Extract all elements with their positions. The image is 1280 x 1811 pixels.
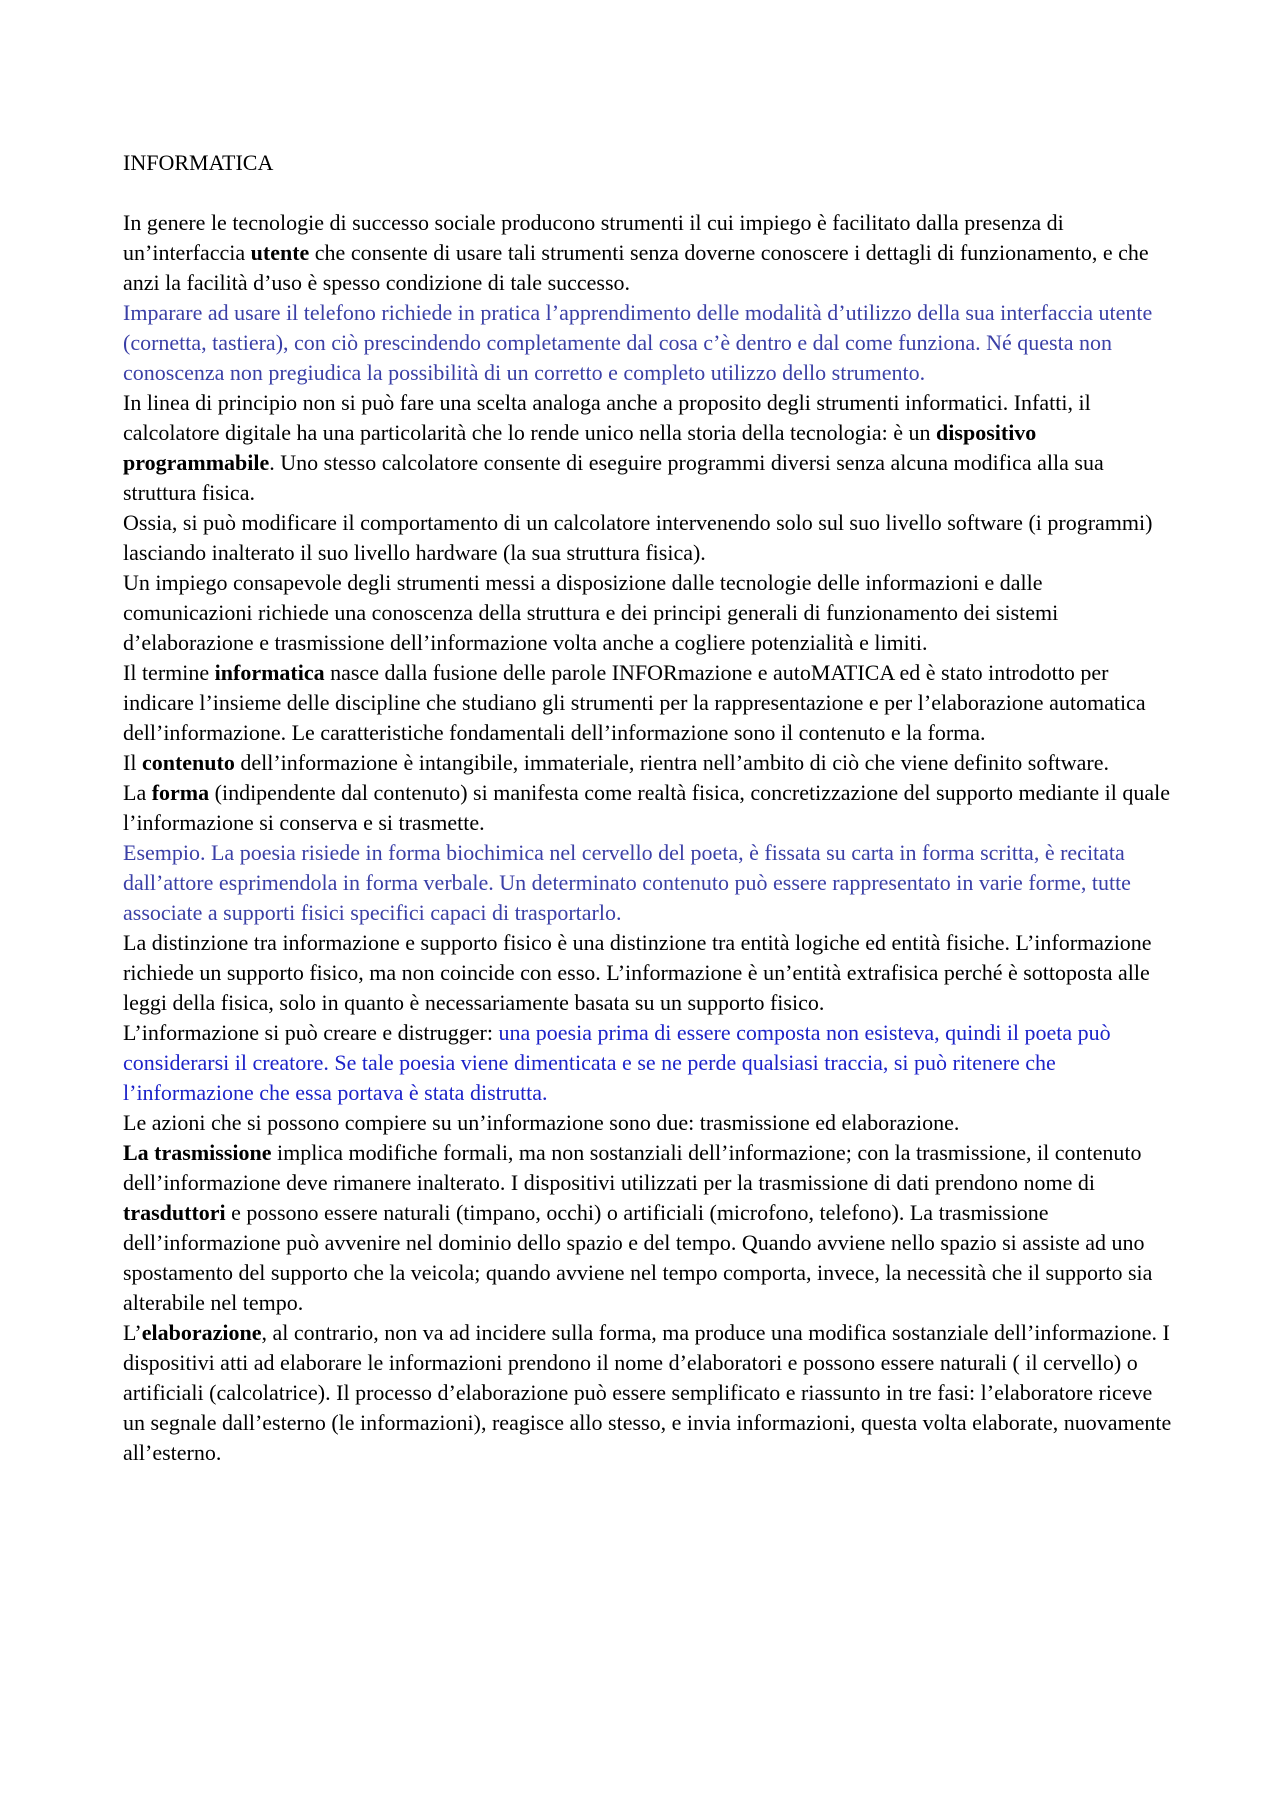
- paragraph-azioni: Le azioni che si possono compiere su un’informazione sono due: trasmissione ed elaborazione.: [123, 1110, 960, 1135]
- paragraph-interfaccia: In genere le tecnologie di successo sociale producono strumenti il cui impiego è facilitato dalla presenza di un’interfaccia utente che consente di usare tali strumenti senza doverne conoscere i dettagli di funzionamento, e che anzi la facilità d’uso è spesso condizione di tale successo.: [123, 210, 1149, 295]
- bold-term-contenuto: contenuto: [141, 750, 235, 775]
- paragraph-termine-informatica: Il termine informatica nasce dalla fusione delle parole INFORmazione e autoMATICA ed è stato introdotto per indicare l’insieme delle discipline che studiano gli strumenti per la rappresentazione e per l’elaborazione automatica dell’informazione. Le caratteristiche fondamentali dell’informazione sono il contenuto e la forma.: [123, 660, 1146, 745]
- paragraph-impiego-consapevole: Un impiego consapevole degli strumenti messi a disposizione dalle tecnologie delle informazioni e dalle comunicazioni richiede una conoscenza della struttura e dei principi generali di funzionamento dei sistemi d’elaborazione e trasmissione dell’informazione volta anche a cogliere potenzialità e limiti.: [123, 570, 1059, 655]
- paragraph-creare-distruggere: L’informazione si può creare e distrugger: una poesia prima di essere composta non esisteva, quindi il poeta può considerarsi il creatore. Se tale poesia viene dimenticata e se ne perde qualsiasi traccia, si può ritenere che l’informazione che essa portava è stata distrutta.: [123, 1020, 1111, 1105]
- paragraph-trasmissione: La trasmissione implica modifiche formali, ma non sostanziali dell’informazione; con la trasmissione, il contenuto dell’informazione deve rimanere inalterato. I dispositivi utilizzati per la trasmissione di dati prendono nome di trasduttori e possono essere naturali (timpano, occhi) o artificiali (microfono, telefono). La trasmissione dell’informazione può avvenire nel dominio dello spazio e del tempo. Quando avviene nello spazio si assiste ad uno spostamento del supporto che la veicola; quando avviene nel tempo comporta, invece, la necessità che il supporto sia alterabile nel tempo.: [123, 1140, 1153, 1315]
- bold-term-elaborazione: elaborazione: [141, 1320, 262, 1345]
- bold-term-trasmissione: La trasmissione: [123, 1140, 272, 1165]
- paragraph-telefono-example: Imparare ad usare il telefono richiede in pratica l’apprendimento delle modalità d’utilizzo della sua interfaccia utente (cornetta, tastiera), con ciò prescindendo completamente dal cosa c’è dentro e dal come funziona. Né questa non conoscenza non pregiudica la possibilità di un corretto e completo utilizzo dello strumento.: [123, 300, 1153, 385]
- bold-term-forma: forma: [151, 780, 210, 805]
- paragraph-elaborazione: L’elaborazione, al contrario, non va ad incidere sulla forma, ma produce una modifica sostanziale dell’informazione. I dispositivi atti ad elaborare le informazioni prendono il nome d’elaboratori e possono essere naturali ( il cervello) o artificiali (calcolatrice). Il processo d’elaborazione può essere semplificato e riassunto in tre fasi: l’elaboratore riceve un segnale dall’esterno (le informazioni), reagisce allo stesso, e invia informazioni, questa volta elaborate, nuovamente all’esterno.: [123, 1320, 1172, 1465]
- paragraph-forma: La forma (indipendente dal contenuto) si manifesta come realtà fisica, concretizzazione del supporto mediante il quale l’informazione si conserva e si trasmette.: [123, 780, 1171, 835]
- paragraph-software-hardware: Ossia, si può modificare il comportamento di un calcolatore intervenendo solo sul suo livello software (i programmi) lasciando inalterato il suo livello hardware (la sua struttura fisica).: [123, 510, 1153, 565]
- bold-term-trasduttori: trasduttori: [123, 1200, 226, 1225]
- bold-term-utente: utente: [250, 240, 310, 265]
- highlight-poesia-creatore: una poesia prima di essere composta non esisteva, quindi il poeta può considerarsi il creatore. Se tale poesia viene dimenticata e se ne perde qualsiasi traccia, si può ritenere che l’informazione che essa portava è stata distrutta.: [123, 1020, 1111, 1105]
- paragraph-supporto-fisico: La distinzione tra informazione e supporto fisico è una distinzione tra entità logiche ed entità fisiche. L’informazione richiede un supporto fisico, ma non coincide con esso. L’informazione è un’entità extrafisica perché è sottoposta alle leggi della fisica, solo in quanto è necessariamente basata su un supporto fisico.: [123, 930, 1152, 1015]
- bold-term-dispositivo-programmabile: dispositivo programmabile: [123, 420, 1037, 475]
- paragraph-programmabile: In linea di principio non si può fare una scelta analoga anche a proposito degli strumenti informatici. Infatti, il calcolatore digitale ha una particolarità che lo rende unico nella storia della tecnologia: è un dispositivo programmabile. Uno stesso calcolatore consente di eseguire programmi diversi senza alcuna modifica alla sua struttura fisica.: [123, 390, 1104, 505]
- document-page: [123, 148, 1173, 1468]
- document-title: INFORMATICA: [123, 150, 274, 175]
- paragraph-esempio-poesia: Esempio. La poesia risiede in forma biochimica nel cervello del poeta, è fissata su carta in forma scritta, è recitata dall’attore esprimendola in forma verbale. Un determinato contenuto può essere rappresentato in varie forme, tutte associate a supporti fisici specifici capaci di trasportarlo.: [123, 840, 1131, 925]
- bold-term-informatica: informatica: [214, 660, 325, 685]
- paragraph-contenuto: Il contenuto dell’informazione è intangibile, immateriale, rientra nell’ambito di ciò che viene definito software.: [123, 750, 1110, 775]
